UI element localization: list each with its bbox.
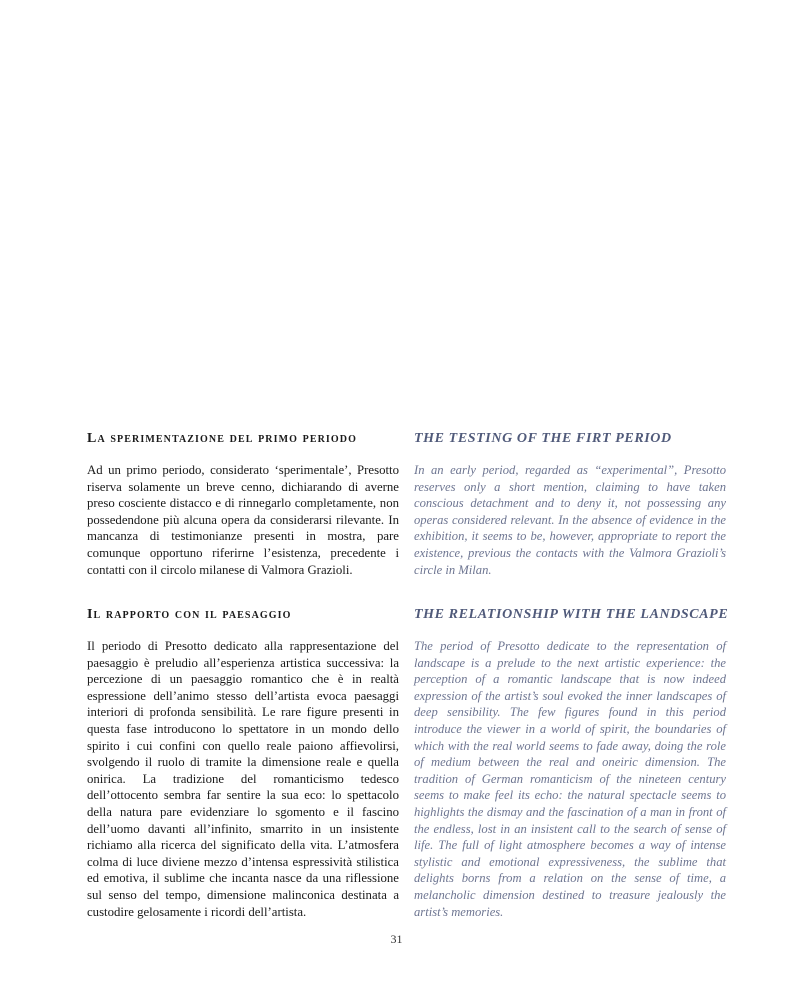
section-heading-italian: Il rapporto con il paesaggio	[87, 607, 292, 622]
section-text-english: In an early period, regarded as “experimental”, Presotto reserves only a short mention, claiming to have taken conscious detachment and to deny it, not possessing any operas considered relevant. In the absence of evidence in the exhibition, it seems to be, however, appropriate to report the existence, previous the contacts with the Valmora Grazioli’s circle in Milan.	[414, 463, 726, 577]
section-heading-english: THE TESTING OF THE FIRT PERIOD	[414, 431, 672, 446]
section-heading-english: THE RELATIONSHIP WITH THE LANDSCAPE	[414, 607, 729, 622]
section-text-italian: Ad un primo periodo, considerato ‘sperimentale’, Presotto riserva solamente un breve cenno, dichiarando di averne preso cosciente distacco e di rinnegarlo completamente, non possedendone più alcuna opera da considerarsi rilevante. In mancanza di testimonianze presenti in mostra, pare comunque opportuno riferirne l’esistenza, precedente i contatti con il circolo milanese di Valmora Grazioli.	[87, 463, 399, 577]
page-number: 31	[390, 932, 403, 946]
section-text-italian: Il periodo di Presotto dedicato alla rappresentazione del paesaggio è preludio all’esperienza artistica successiva: la percezione di un paesaggio romantico che è in realtà espressione dell’animo stesso dell’artista evoca paesaggi interiori di profonda sensibilità. Le rare figure presenti in questa fase introducono lo spettatore in un mondo dello spirito i cui confini con quello reale paiono affievolirsi, svolgendo il ruolo di tramite la dimensione reale e quella onirica. La tradizione del romanticismo tedesco dell’ottocento sembra far sentire la sua eco: lo spettacolo della natura pare evidenziare lo sgomento e il fascino dell’uomo davanti all’infinito, smarrito in un insistente richiamo alla ricerca del significato della vita. L’atmosfera colma di luce diviene mezzo d’intensa espressività stilistica ed emotiva, il sublime che incanta nasce da una riflessione sul senso del tempo, dimensione malinconica destinata a custodire gelosamente i ricordi dell’artista.	[87, 639, 399, 919]
section-text-english: The period of Presotto dedicate to the representation of landscape is a prelude to the next artistic experience: the perception of a romantic landscape that is now indeed expression of the artist’s soul evoked the inner landscapes of deep sensibility. The few figures found in this period introduce the viewer in a world of spirit, the boundaries of which with the real world seems to fade away, doing the role of medium between the real and oneiric dimension. The tradition of German romanticism of the nineteen century seems to make feel its echo: the natural spectacle seems to highlights the dismay and the fascination of a man in front of the endless, lost in an insistent call to the search of sense of life. The full of light atmosphere becomes a way of intense stylistic and emotional expressiveness, the sublime that delights borns from a relation on the sense of time, a melancholic dimension destined to treasure jealously the artist’s memories.	[414, 639, 726, 919]
section-heading-italian: La sperimentazione del primo periodo	[87, 431, 357, 446]
